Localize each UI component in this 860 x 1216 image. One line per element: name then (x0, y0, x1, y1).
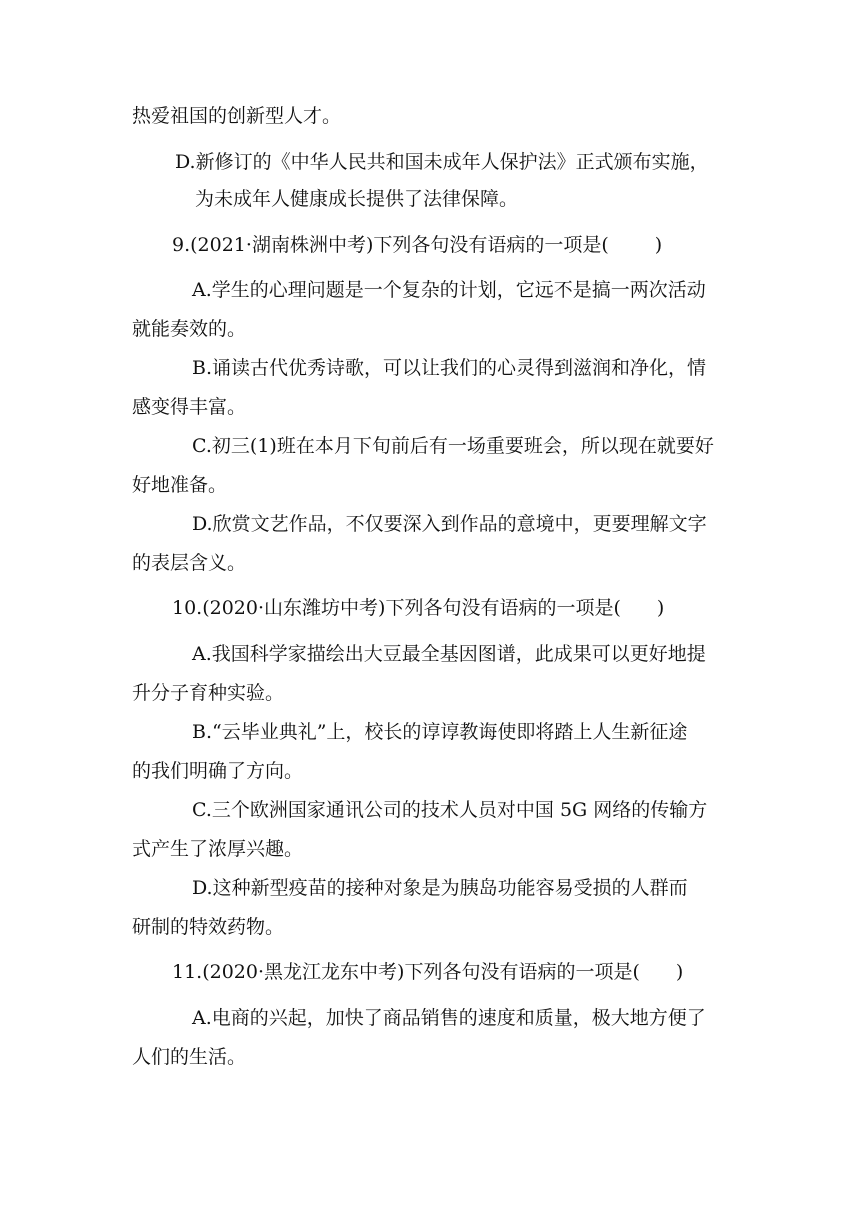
q10-option-b-line2: 的我们明确了方向。 (132, 760, 304, 782)
q9-source-close: ) (365, 234, 374, 256)
q11-source: 黑龙江龙东中考 (264, 961, 398, 983)
q11-question: 下列各句没有语病的一项是( (404, 961, 640, 983)
q9-option-d-line1: D.欣赏文艺作品，不仅要深入到作品的意境中，更要理解文字 (192, 513, 707, 535)
q10-source-close: ) (378, 597, 386, 619)
q11-paren-close: ) (675, 961, 684, 983)
q9-option-b-line1: B.诵读古代优秀诗歌，可以让我们的心灵得到滋润和净化，情 (192, 357, 707, 379)
q10-source: 山东潍坊中考 (264, 597, 379, 619)
q9-prefix: 9.(2021· (172, 234, 252, 256)
q9-option-c-line1: C.初三(1)班在本月下旬前后有一场重要班会，所以现在就要好 (192, 435, 714, 457)
q9-paren-close: ) (654, 234, 663, 256)
q10-paren-close: ) (656, 597, 665, 619)
q8-option-d-line1: D.新修订的《中华人民共和国未成年人保护法》正式颁布实施， (175, 151, 709, 173)
q10-option-a-line2: 升分子育种实验。 (132, 682, 285, 704)
q11-option-a-line1: A.电商的兴起，加快了商品销售的速度和质量，极大地方便了 (192, 1007, 706, 1029)
q9-option-b-line2: 感变得丰富。 (132, 396, 247, 418)
q8-option-d-line2: 为未成年人健康成长提供了法律保障。 (195, 188, 519, 210)
q10-option-b-line1: B.“云毕业典礼”上，校长的谆谆教诲使即将踏上人生新征途 (192, 721, 688, 743)
q9-option-a-line1: A.学生的心理问题是一个复杂的计划，它远不是搞一两次活动 (192, 279, 706, 301)
q10-option-c-line2: 式产生了浓厚兴趣。 (132, 838, 304, 860)
q10-option-d-line1: D.这种新型疫苗的接种对象是为胰岛功能容易受损的人群而 (192, 877, 688, 899)
q10-option-c-line1: C.三个欧洲国家通讯公司的技术人员对中国 5G 网络的传输方 (192, 799, 708, 821)
q11-source-close: ) (397, 961, 405, 983)
q8-option-c-continuation: 热爱祖国的创新型人才。 (132, 105, 342, 127)
q10-prefix: 10.(2020· (172, 597, 265, 619)
q11-option-a-line2: 人们的生活。 (132, 1046, 247, 1068)
q11-prefix: 11.(2020· (172, 961, 265, 983)
q9-question: 下列各句没有语病的一项是( (373, 234, 609, 256)
q9-source: 湖南株洲中考 (251, 234, 366, 256)
q9-stem (172, 232, 662, 258)
q10-option-d-line2: 研制的特效药物。 (132, 916, 285, 938)
q9-option-a-line2: 就能奏效的。 (132, 318, 247, 340)
q11-stem (172, 959, 683, 985)
q10-question: 下列各句没有语病的一项是( (385, 597, 621, 619)
q10-stem (172, 595, 664, 621)
q9-option-c-line2: 好地准备。 (132, 474, 228, 496)
q10-option-a-line1: A.我国科学家描绘出大豆最全基因图谱，此成果可以更好地提 (192, 643, 706, 665)
q9-option-d-line2: 的表层含义。 (132, 552, 247, 574)
